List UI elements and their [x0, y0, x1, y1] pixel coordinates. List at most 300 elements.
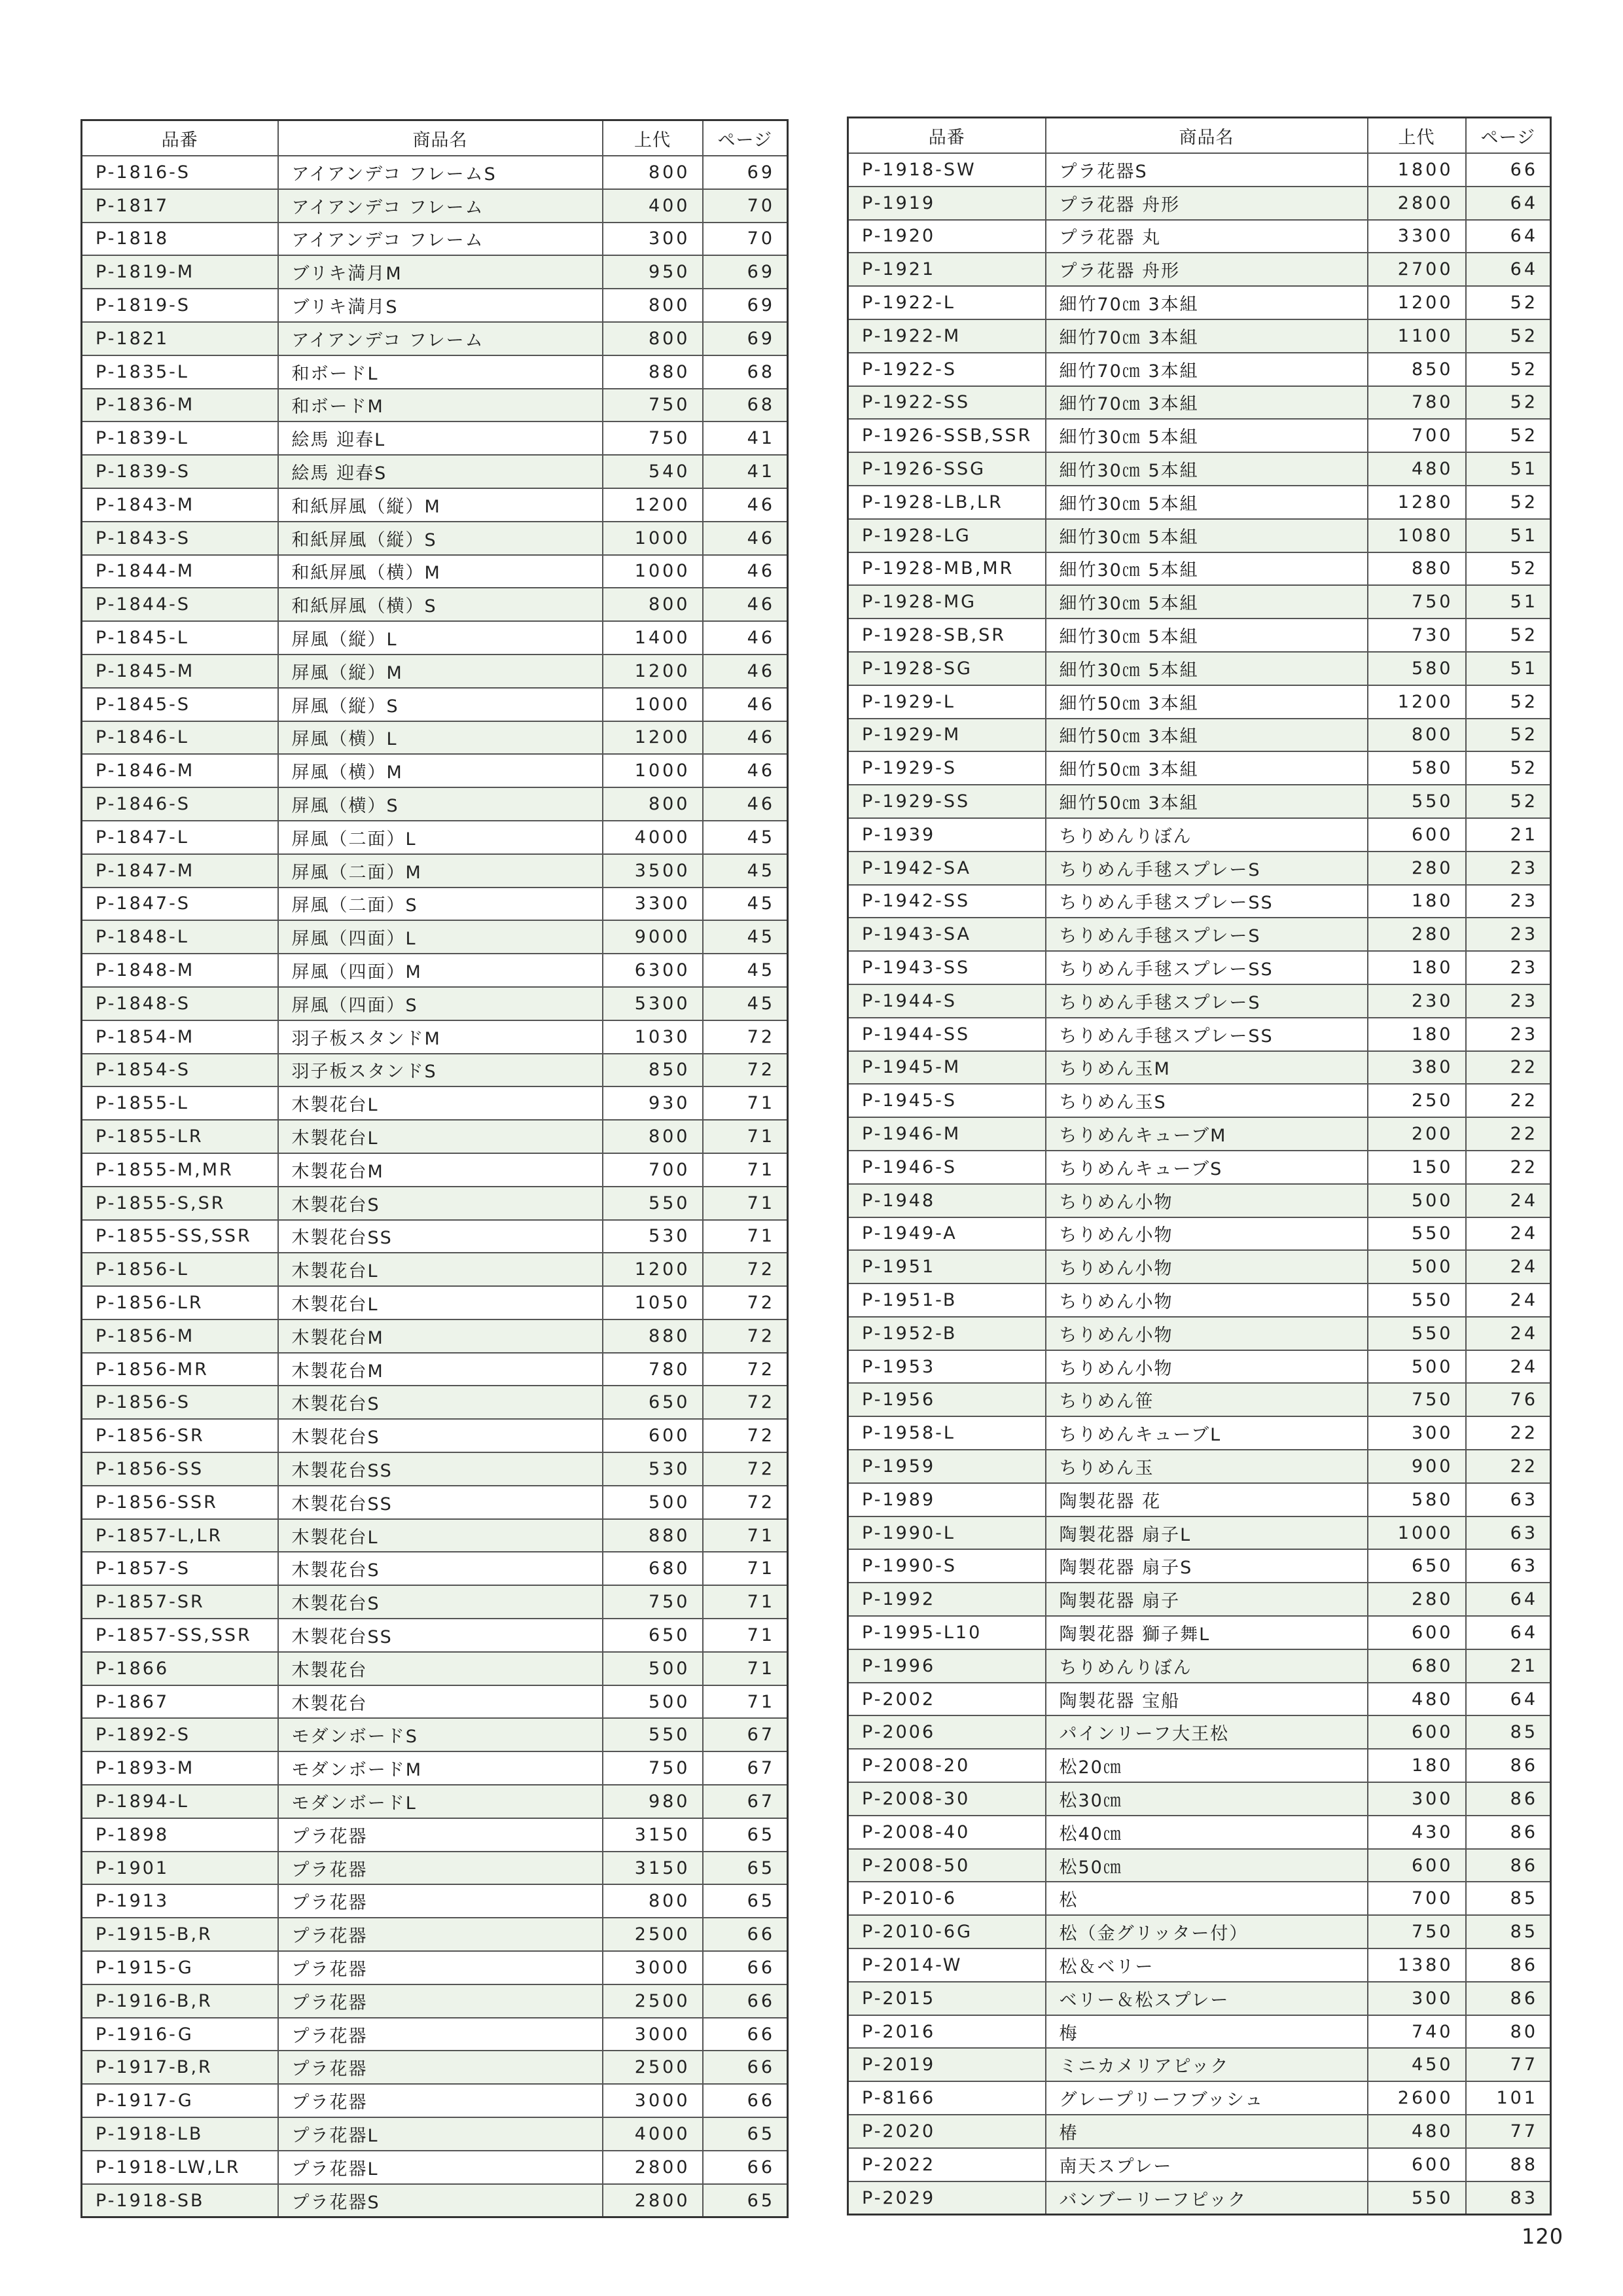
product-name-cell: 南天スプレー [1046, 2148, 1368, 2181]
product-name-cell: 木製花台L [278, 1286, 603, 1319]
product-code-cell: P-1956 [848, 1383, 1046, 1416]
product-code-cell: P-1944-SS [848, 1018, 1046, 1051]
product-code-cell: P-1928-LB,LR [848, 486, 1046, 519]
price-cell: 550 [603, 1187, 703, 1220]
page-ref-cell: 86 [1466, 1849, 1551, 1882]
price-cell: 650 [603, 1386, 703, 1419]
page-ref-cell: 52 [1466, 286, 1551, 319]
price-cell: 2700 [1368, 253, 1466, 286]
price-cell: 500 [1368, 1350, 1466, 1384]
page-ref-cell: 52 [1466, 719, 1551, 752]
product-code-cell: P-1918-SW [848, 153, 1046, 187]
product-code-cell: P-1855-SS,SSR [82, 1220, 278, 1253]
table-row [82, 1751, 788, 1785]
table-row [848, 1683, 1551, 1716]
price-cell: 930 [603, 1086, 703, 1120]
page-ref-cell: 46 [703, 688, 788, 721]
table-row [848, 818, 1551, 852]
table-row [848, 419, 1551, 452]
price-cell: 180 [1368, 885, 1466, 918]
product-code-cell: P-1893-M [82, 1751, 278, 1785]
table-row [82, 1984, 788, 2018]
product-name-cell: 陶製花器 扇子S [1046, 1549, 1368, 1583]
product-name-cell: 屏風（四面）S [278, 987, 603, 1020]
table-row [848, 1982, 1551, 2015]
table-row [848, 1483, 1551, 1516]
product-code-cell: P-1992 [848, 1583, 1046, 1616]
price-cell: 800 [603, 156, 703, 189]
page-ref-cell: 71 [703, 1153, 788, 1187]
product-name-cell: 屏風（四面）M [278, 954, 603, 987]
table-row [82, 1286, 788, 1319]
price-cell: 700 [1368, 1882, 1466, 1915]
price-cell: 850 [603, 1054, 703, 1087]
product-code-cell: P-1839-L [82, 422, 278, 455]
price-cell: 3300 [1368, 220, 1466, 253]
table-row [82, 2084, 788, 2117]
product-name-cell: 木製花台L [278, 1086, 603, 1120]
page-ref-cell: 66 [703, 1951, 788, 1984]
product-name-cell: 松50㎝ [1046, 1849, 1368, 1882]
header-name: 商品名 [1046, 118, 1368, 154]
table-row [82, 289, 788, 322]
page-ref-cell: 86 [1466, 1782, 1551, 1816]
table-row [848, 1184, 1551, 1217]
table-row [82, 1619, 788, 1652]
price-cell: 580 [1368, 652, 1466, 685]
product-name-cell: ちりめん玉M [1046, 1051, 1368, 1085]
product-name-cell: 木製花台L [278, 1253, 603, 1286]
price-cell: 950 [603, 255, 703, 289]
table-row [848, 852, 1551, 885]
page-ref-cell: 72 [703, 1319, 788, 1353]
page-ref-cell: 21 [1466, 1649, 1551, 1683]
price-cell: 9000 [603, 920, 703, 954]
table-row [848, 1948, 1551, 1982]
page-ref-cell: 24 [1466, 1350, 1551, 1384]
product-name-cell: グレープリーフブッシュ [1046, 2081, 1368, 2115]
product-name-cell: 松30㎝ [1046, 1782, 1368, 1816]
page-ref-cell: 72 [703, 1054, 788, 1087]
price-cell: 600 [1368, 2148, 1466, 2181]
page-ref-cell: 71 [703, 1220, 788, 1253]
price-cell: 1000 [603, 522, 703, 555]
price-cell: 300 [1368, 1416, 1466, 1450]
price-cell: 800 [603, 322, 703, 355]
product-code-cell: P-1942-SS [848, 885, 1046, 918]
page-ref-cell: 41 [703, 422, 788, 455]
price-cell: 650 [1368, 1549, 1466, 1583]
page-ref-cell: 65 [703, 1818, 788, 1852]
page-ref-cell: 71 [703, 1086, 788, 1120]
table-row [82, 987, 788, 1020]
product-name-cell: 細竹50㎝ 3本組 [1046, 785, 1368, 818]
product-name-cell: 松（金グリッター付） [1046, 1915, 1368, 1948]
table-row [82, 1818, 788, 1852]
table-row [82, 1685, 788, 1719]
product-name-cell: 絵馬 迎春L [278, 422, 603, 455]
page-ref-cell: 66 [703, 1984, 788, 2018]
price-cell: 200 [1368, 1117, 1466, 1151]
product-code-cell: P-1854-S [82, 1054, 278, 1087]
product-code-cell: P-1901 [82, 1852, 278, 1885]
price-cell: 1200 [1368, 685, 1466, 719]
product-name-cell: 和ボードL [278, 355, 603, 389]
product-code-cell: P-1926-SSG [848, 452, 1046, 486]
page-ref-cell: 51 [1466, 519, 1551, 552]
product-name-cell: アイアンデコ フレーム [278, 322, 603, 355]
table-row [848, 153, 1551, 187]
page-ref-cell: 23 [1466, 918, 1551, 951]
product-name-cell: プラ花器S [278, 2184, 603, 2217]
table-row [848, 1616, 1551, 1649]
product-code-cell: P-1836-M [82, 389, 278, 422]
product-code-cell: P-1989 [848, 1483, 1046, 1516]
product-name-cell: プラ花器L [278, 2117, 603, 2151]
table-body-right [848, 153, 1551, 2215]
page-ref-cell: 72 [703, 1253, 788, 1286]
price-cell: 1000 [603, 754, 703, 787]
product-name-cell: バンブーリーフピック [1046, 2181, 1368, 2215]
price-table-left [80, 119, 789, 2218]
page-ref-cell: 23 [1466, 984, 1551, 1018]
product-name-cell: 木製花台S [278, 1585, 603, 1619]
table-row [82, 588, 788, 621]
table-row [848, 1450, 1551, 1483]
product-name-cell: 梅 [1046, 2015, 1368, 2049]
page-ref-cell: 66 [703, 2018, 788, 2051]
page-ref-cell: 71 [703, 1585, 788, 1619]
price-cell: 800 [603, 289, 703, 322]
product-code-cell: P-1856-S [82, 1386, 278, 1419]
table-row [848, 751, 1551, 785]
product-name-cell: プラ花器 [278, 2018, 603, 2051]
price-cell: 3000 [603, 2018, 703, 2051]
price-cell: 280 [1368, 918, 1466, 951]
price-cell: 180 [1368, 951, 1466, 984]
product-name-cell: アイアンデコ フレーム [278, 223, 603, 256]
product-code-cell: P-1867 [82, 1685, 278, 1719]
page-ref-cell: 86 [1466, 1749, 1551, 1782]
price-cell: 4000 [603, 821, 703, 854]
page-ref-cell: 68 [703, 389, 788, 422]
table-row [848, 386, 1551, 420]
price-cell: 880 [603, 1519, 703, 1552]
product-code-cell: P-2019 [848, 2048, 1046, 2081]
product-code-cell: P-1928-LG [848, 519, 1046, 552]
page-ref-cell: 72 [703, 1419, 788, 1452]
product-code-cell: P-1918-SB [82, 2184, 278, 2217]
price-cell: 1200 [603, 721, 703, 755]
table-row [82, 1918, 788, 1951]
product-name-cell: 和紙屏風（縦）S [278, 522, 603, 555]
price-cell: 730 [1368, 619, 1466, 652]
price-cell: 900 [1368, 1450, 1466, 1483]
page-ref-cell: 85 [1466, 1915, 1551, 1948]
price-cell: 1400 [603, 621, 703, 655]
table-row [848, 353, 1551, 386]
product-code-cell: P-1953 [848, 1350, 1046, 1384]
product-name-cell: 細竹30㎝ 5本組 [1046, 619, 1368, 652]
table-row [848, 552, 1551, 586]
product-name-cell: プラ花器 舟形 [1046, 187, 1368, 220]
price-table-right [847, 117, 1552, 2215]
product-code-cell: P-1915-B,R [82, 1918, 278, 1951]
product-code-cell: P-1951 [848, 1250, 1046, 1283]
product-name-cell: ちりめん手毬スプレーSS [1046, 951, 1368, 984]
table-row [82, 754, 788, 787]
page-ref-cell: 72 [703, 1452, 788, 1486]
price-cell: 2800 [603, 2151, 703, 2184]
price-cell: 2500 [603, 2051, 703, 2084]
price-cell: 3000 [603, 2084, 703, 2117]
page-ref-cell: 22 [1466, 1151, 1551, 1184]
table-row [848, 785, 1551, 818]
product-name-cell: 陶製花器 扇子L [1046, 1516, 1368, 1550]
table-row [82, 1054, 788, 1087]
price-cell: 3150 [603, 1818, 703, 1852]
product-name-cell: 細竹30㎝ 5本組 [1046, 585, 1368, 619]
table-row [82, 1652, 788, 1685]
product-name-cell: 細竹30㎝ 5本組 [1046, 419, 1368, 452]
product-name-cell: プラ花器 [278, 1852, 603, 1885]
table-row [82, 355, 788, 389]
product-name-cell: 椿 [1046, 2115, 1368, 2148]
table-row [82, 1086, 788, 1120]
table-row [848, 2148, 1551, 2181]
product-code-cell: P-1848-S [82, 987, 278, 1020]
price-cell: 740 [1368, 2015, 1466, 2049]
product-code-cell: P-1856-M [82, 1319, 278, 1353]
product-name-cell: 木製花台M [278, 1353, 603, 1386]
product-name-cell: 陶製花器 獅子舞L [1046, 1616, 1368, 1649]
table-header-row [82, 120, 788, 156]
table-row [82, 1452, 788, 1486]
page-ref-cell: 63 [1466, 1483, 1551, 1516]
product-name-cell: 和紙屏風（横）S [278, 588, 603, 621]
product-code-cell: P-1948 [848, 1184, 1046, 1217]
table-row [82, 223, 788, 256]
page-ref-cell: 70 [703, 223, 788, 256]
product-code-cell: P-1846-M [82, 754, 278, 787]
table-row [82, 2151, 788, 2184]
price-cell: 430 [1368, 1816, 1466, 1849]
page-ref-cell: 71 [703, 1619, 788, 1652]
table-row [82, 422, 788, 455]
product-code-cell: P-1929-L [848, 685, 1046, 719]
price-cell: 700 [1368, 419, 1466, 452]
price-cell: 600 [1368, 1849, 1466, 1882]
product-name-cell: 和紙屏風（縦）M [278, 488, 603, 522]
price-cell: 1000 [603, 688, 703, 721]
price-cell: 550 [603, 1718, 703, 1751]
price-cell: 2800 [1368, 187, 1466, 220]
product-name-cell: 屏風（横）S [278, 787, 603, 821]
product-code-cell: P-1996 [848, 1649, 1046, 1683]
price-cell: 650 [603, 1619, 703, 1652]
table-row [848, 1749, 1551, 1782]
price-cell: 750 [1368, 1915, 1466, 1948]
page-ref-cell: 63 [1466, 1516, 1551, 1550]
page-ref-cell: 65 [703, 2117, 788, 2151]
product-code-cell: P-1835-L [82, 355, 278, 389]
product-name-cell: 木製花台S [278, 1419, 603, 1452]
table-row [848, 685, 1551, 719]
page-number: 120 [1522, 2224, 1564, 2249]
product-name-cell: プラ花器 [278, 1884, 603, 1918]
page-ref-cell: 67 [703, 1718, 788, 1751]
table-row [848, 885, 1551, 918]
product-name-cell: ミニカメリアピック [1046, 2048, 1368, 2081]
price-cell: 800 [603, 1884, 703, 1918]
product-code-cell: P-1856-MR [82, 1353, 278, 1386]
product-code-cell: P-2008-40 [848, 1816, 1046, 1849]
product-name-cell: 屏風（横）L [278, 721, 603, 755]
table-row [848, 286, 1551, 319]
table-row [82, 1386, 788, 1419]
product-code-cell: P-1857-L,LR [82, 1519, 278, 1552]
product-code-cell: P-1922-S [848, 353, 1046, 386]
table-row [848, 918, 1551, 951]
product-name-cell: 細竹70㎝ 3本組 [1046, 319, 1368, 353]
product-code-cell: P-1916-B,R [82, 1984, 278, 2018]
product-code-cell: P-1959 [848, 1450, 1046, 1483]
product-name-cell: 木製花台S [278, 1386, 603, 1419]
product-name-cell: 陶製花器 花 [1046, 1483, 1368, 1516]
product-code-cell: P-1856-SS [82, 1452, 278, 1486]
table-row [82, 1253, 788, 1286]
product-name-cell: 屏風（横）M [278, 754, 603, 787]
table-row [82, 1552, 788, 1585]
header-page: ページ [703, 120, 788, 156]
price-cell: 780 [603, 1353, 703, 1386]
product-name-cell: 屏風（縦）S [278, 688, 603, 721]
product-code-cell: P-1995-L10 [848, 1616, 1046, 1649]
page-ref-cell: 64 [1466, 1583, 1551, 1616]
page-ref-cell: 22 [1466, 1084, 1551, 1117]
product-code-cell: P-1856-L [82, 1253, 278, 1286]
price-cell: 750 [603, 1585, 703, 1619]
product-code-cell: P-1848-M [82, 954, 278, 987]
product-name-cell: 松 [1046, 1882, 1368, 1915]
product-name-cell: 木製花台SS [278, 1619, 603, 1652]
price-cell: 1000 [1368, 1516, 1466, 1550]
price-cell: 2800 [603, 2184, 703, 2217]
product-code-cell: P-2015 [848, 1982, 1046, 2015]
page-ref-cell: 23 [1466, 852, 1551, 885]
price-cell: 550 [1368, 2181, 1466, 2215]
product-code-cell: P-1990-L [848, 1516, 1046, 1550]
page-ref-cell: 72 [703, 1353, 788, 1386]
product-code-cell: P-1856-SSR [82, 1486, 278, 1519]
table-row [82, 821, 788, 854]
table-row [82, 1187, 788, 1220]
product-code-cell: P-1920 [848, 220, 1046, 253]
product-name-cell: ちりめん手毬スプレーSS [1046, 1018, 1368, 1051]
page-ref-cell: 72 [703, 1486, 788, 1519]
price-cell: 600 [603, 1419, 703, 1452]
table-row [82, 1353, 788, 1386]
product-code-cell: P-1843-M [82, 488, 278, 522]
price-cell: 380 [1368, 1051, 1466, 1085]
price-cell: 280 [1368, 1583, 1466, 1616]
table-row [82, 255, 788, 289]
product-name-cell: 木製花台SS [278, 1486, 603, 1519]
product-code-cell: P-1928-SG [848, 652, 1046, 685]
product-code-cell: P-1915-G [82, 1951, 278, 1984]
table-row [848, 1882, 1551, 1915]
page-ref-cell: 52 [1466, 619, 1551, 652]
page-ref-cell: 69 [703, 289, 788, 322]
page-ref-cell: 76 [1466, 1383, 1551, 1416]
product-name-cell: 木製花台 [278, 1652, 603, 1685]
header-code: 品番 [848, 118, 1046, 154]
page-ref-cell: 22 [1466, 1416, 1551, 1450]
product-name-cell: アイアンデコ フレームS [278, 156, 603, 189]
product-name-cell: 細竹30㎝ 5本組 [1046, 452, 1368, 486]
price-cell: 180 [1368, 1018, 1466, 1051]
page-ref-cell: 66 [1466, 153, 1551, 187]
product-name-cell: アイアンデコ フレーム [278, 189, 603, 223]
price-cell: 6300 [603, 954, 703, 987]
product-name-cell: プラ花器 舟形 [1046, 253, 1368, 286]
price-cell: 1080 [1368, 519, 1466, 552]
page-ref-cell: 22 [1466, 1117, 1551, 1151]
product-code-cell: P-1928-MG [848, 585, 1046, 619]
table-row [82, 621, 788, 655]
page-ref-cell: 23 [1466, 885, 1551, 918]
table-row [82, 1020, 788, 1054]
product-name-cell: プラ花器 [278, 1918, 603, 1951]
price-cell: 300 [1368, 1782, 1466, 1816]
price-cell: 750 [603, 1751, 703, 1785]
product-code-cell: P-2014-W [848, 1948, 1046, 1982]
product-name-cell: 羽子板スタンドM [278, 1020, 603, 1054]
price-cell: 750 [603, 389, 703, 422]
product-code-cell: P-1898 [82, 1818, 278, 1852]
product-name-cell: ちりめん手毬スプレーS [1046, 984, 1368, 1018]
product-code-cell: P-1847-M [82, 854, 278, 888]
product-code-cell: P-1817 [82, 189, 278, 223]
product-name-cell: 屏風（縦）L [278, 621, 603, 655]
product-name-cell: 木製花台 [278, 1685, 603, 1719]
price-cell: 530 [603, 1452, 703, 1486]
page-ref-cell: 85 [1466, 1715, 1551, 1749]
product-code-cell: P-1819-M [82, 255, 278, 289]
price-cell: 550 [1368, 785, 1466, 818]
header-page: ページ [1466, 118, 1551, 154]
table-row [848, 187, 1551, 220]
table-row [82, 1519, 788, 1552]
product-name-cell: プラ花器L [278, 2151, 603, 2184]
table-row [82, 721, 788, 755]
table-row [82, 954, 788, 987]
product-name-cell: 和紙屏風（横）M [278, 555, 603, 588]
page-ref-cell: 101 [1466, 2081, 1551, 2115]
page-ref-cell: 65 [703, 2184, 788, 2217]
product-name-cell: ベリー＆松スプレー [1046, 1982, 1368, 2015]
price-cell: 2500 [603, 1918, 703, 1951]
table-row [848, 2181, 1551, 2215]
table-row [82, 389, 788, 422]
table-row [848, 1383, 1551, 1416]
table-row [82, 189, 788, 223]
table-row [82, 1718, 788, 1751]
product-code-cell: P-1855-S,SR [82, 1187, 278, 1220]
price-cell: 850 [1368, 353, 1466, 386]
product-code-cell: P-2008-50 [848, 1849, 1046, 1882]
table-row [848, 1583, 1551, 1616]
